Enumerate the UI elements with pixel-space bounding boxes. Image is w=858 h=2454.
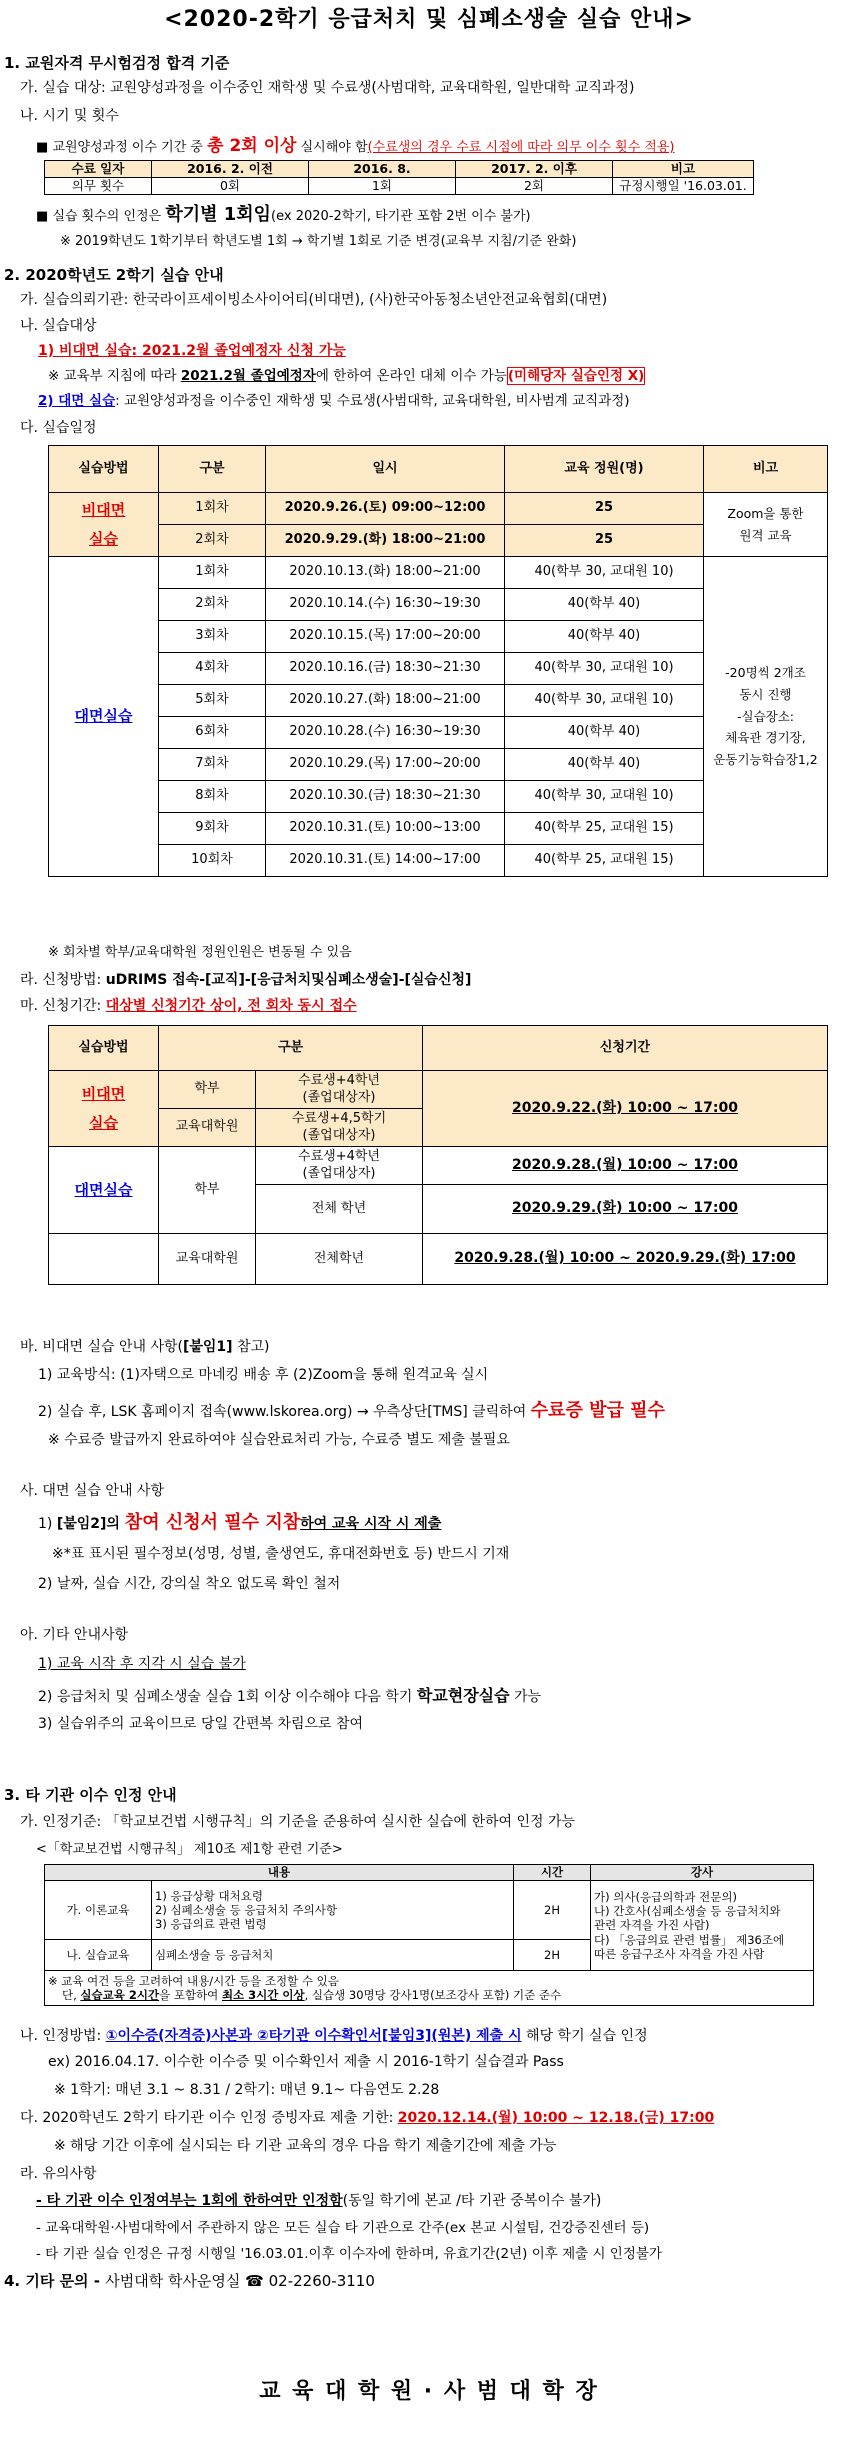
offline-text: : 교원양성과정을 이수중인 재학생 및 수료생(사범대학, 교육대학원, 비사범계 교직과정) [115, 393, 630, 409]
online-cap: 25 [505, 525, 704, 557]
offline-remark: -20명씩 2개조 동시 진행 -실습장소: 체육관 경기장, 운동기능학습장1,2 [704, 557, 828, 877]
guide2-pre: 2) 실습 후, LSK 홈페이지 접속(www.lskorea.org) → 우측상단[TMS] 클릭하여 [38, 1404, 527, 1420]
offline-session: 1회차 [159, 557, 266, 589]
s1-bullet2-pre: 실습 횟수의 인정은 [52, 209, 162, 224]
th-after: 2017. 2. 이후 [456, 161, 613, 178]
th-method: 실습방법 [49, 1026, 159, 1071]
offline-cap: 40(학부 25, 교대원 15) [505, 813, 704, 845]
r3-group: 학부 [159, 1147, 256, 1234]
offline-date: 2020.10.28.(수) 16:30~19:30 [266, 717, 505, 749]
offline-session: 9회차 [159, 813, 266, 845]
s4-tail: 사범대학 학사운영실 ☎ 02-2260-3110 [105, 2272, 375, 2290]
offline-session: 7회차 [159, 749, 266, 781]
s2-target: 나. 실습대상 [20, 318, 97, 334]
s3-method-note: ※ 1학기: 매년 3.1 ~ 8.31 / 2학기: 매년 9.1~ 다음연도 2.28 [54, 2082, 440, 2098]
tn2-pre: 단, [62, 1988, 81, 2002]
note-pre: ※ 교육부 지침에 따라 [48, 368, 177, 384]
offline-date: 2020.10.29.(목) 17:00~20:00 [266, 749, 505, 781]
row2-label: 나. 실습교육 [45, 1940, 152, 1971]
offline-date: 2020.10.30.(금) 18:30~21:30 [266, 781, 505, 813]
note-tail: (미해당자 실습인정 X) [507, 368, 645, 384]
apply-period-em: 대상별 신청기간 상이, 전 회차 동시 접수 [105, 998, 357, 1014]
offline-cap: 40(학부 30, 교대원 10) [505, 557, 704, 589]
s3-caution-3: - 타 기관 실습 인정은 규정 시행일 '16.03.01.이후 이수자에 한하며, 유효기간(2년) 이후 제출 시 인정불가 [36, 2246, 662, 2262]
row2-time: 2H [514, 1940, 591, 1971]
th-datetime: 일시 [266, 446, 505, 493]
s2-online-note: ※ 수료증 발급까지 완료하여야 실습완료처리 가능, 수료증 별도 제출 불필요 [48, 1432, 510, 1448]
th-type: 구분 [159, 1026, 423, 1071]
r4-period: 2020.9.29.(화) 10:00 ~ 17:00 [423, 1185, 828, 1234]
s1-bullet-1 [36, 136, 674, 157]
page-title: <2020-2학기 응급처치 및 심폐소생술 실습 안내> [164, 7, 694, 32]
offline-session: 4회차 [159, 653, 266, 685]
online-guide-em: [붙임1] [182, 1339, 233, 1355]
offline-cap: 40(학부 40) [505, 749, 704, 781]
s1-bullet1-tail: (수료생의 경우 수료 시점에 따라 의무 이수 횟수 적용) [367, 140, 675, 155]
h2-tail: 가능 [514, 1689, 542, 1705]
r2-sub: 수료생+4,5학기 (졸업대상자) [256, 1109, 423, 1147]
tn2-c: 최소 3시간 이상 [221, 1988, 305, 2002]
s3-criteria: 가. 인정기준: 「학교보건법 시행규칙」의 기준을 준용하여 실시한 실습에 한하여 인정 가능 [20, 1814, 576, 1830]
s2-online-note [48, 368, 645, 385]
offline-label: 2) 대면 실습 [38, 393, 116, 409]
online-period: 2020.9.22.(화) 10:00 ~ 17:00 [423, 1071, 828, 1147]
s2-schedule-label: 다. 실습일정 [20, 420, 97, 436]
r3-period: 2020.9.28.(월) 10:00 ~ 17:00 [423, 1147, 828, 1185]
s3-standard-table [44, 1864, 814, 2006]
td-count: 의무 횟수 [45, 178, 152, 195]
online-cap: 25 [505, 493, 704, 525]
h2-pre: 2) 응급처치 및 심폐소생술 실습 1회 이상 이수해야 다음 학기 [38, 1689, 413, 1705]
offline-session: 3회차 [159, 621, 266, 653]
table-note [45, 1971, 814, 2006]
deadline-pre: 다. 2020학년도 2학기 타기관 이수 인정 증빙자료 제출 기한: [20, 2110, 398, 2126]
th-content: 내용 [45, 1865, 514, 1881]
s2-etc-3: 3) 실습위주의 교육이므로 당일 간편복 차림으로 참여 [38, 1716, 364, 1732]
online-method: 비대면 실습 [49, 493, 159, 557]
online-date: 2020.9.29.(화) 18:00~21:00 [266, 525, 505, 557]
r1-sub: 수료생+4학년 (졸업대상자) [256, 1071, 423, 1109]
note-em: 2021.2월 졸업예정자 [180, 368, 316, 384]
apply-method-em: uDRIMS 접속-[교직]-[응급처치및심폐소생술]-[실습신청] [105, 972, 472, 988]
online-date: 2020.9.26.(토) 09:00~12:00 [266, 493, 505, 525]
s2-offline-guide-1 [38, 1512, 441, 1535]
apply-table [48, 1025, 828, 1285]
note-mid: 에 한하여 온라인 대체 이수 가능 [315, 368, 507, 384]
row2-content: 심폐소생술 등 응급처치 [152, 1940, 514, 1971]
offline-date: 2020.10.27.(화) 18:00~21:00 [266, 685, 505, 717]
online-session: 1회차 [159, 493, 266, 525]
s2-online-guide-2 [38, 1400, 665, 1423]
th-before: 2016. 2. 이전 [152, 161, 309, 178]
offline-date: 2020.10.14.(수) 16:30~19:30 [266, 589, 505, 621]
offline-session: 10회차 [159, 845, 266, 877]
s3-caution-1 [36, 2193, 601, 2211]
instructor: 가) 의사(응급의학과 전문의) 나) 간호사(심폐소생술 등 응급처치와 관련 자격을 가진 사람) 다) 「응급의료 관련 법률」 제36조에 따른 응급구조사 자격을 가진 사람 [591, 1881, 814, 1971]
section-2-heading: 2. 2020학년도 2학기 실습 안내 [4, 266, 224, 284]
guide2-em: 수료증 발급 필수 [530, 1400, 665, 1421]
s1-bullet1-mid: 실시해야 함 [300, 140, 368, 155]
s1-count-table [44, 160, 754, 195]
r3-sub: 수료생+4학년 (졸업대상자) [256, 1147, 423, 1185]
s3-method [20, 2028, 648, 2046]
th-note: 비고 [613, 161, 754, 178]
th-method: 실습방법 [49, 446, 159, 493]
s1-bullet1-em: 총 2회 이상 [207, 136, 297, 156]
bullet-icon: ■ [36, 140, 49, 155]
offline-cap: 40(학부 40) [505, 621, 704, 653]
s3-caution: 라. 유의사항 [20, 2166, 97, 2182]
g1-a: [붙임2]의 [56, 1516, 125, 1532]
s3-method-example: ex) 2016.04.17. 이수한 이수증 및 이수확인서 제출 시 2016-1학기 실습결과 Pass [48, 2054, 564, 2070]
s2-etc: 아. 기타 안내사항 [20, 1627, 129, 1643]
offline-session: 2회차 [159, 589, 266, 621]
s2-online-guide [20, 1339, 270, 1357]
s1-bullet1-pre: 교원양성과정 이수 기간 중 [52, 140, 203, 155]
caution1-tail: (동일 학기에 본교 /타 기관 중복이수 불가) [342, 2193, 602, 2209]
th-capacity: 교육 정원(명) [505, 446, 704, 493]
s2-offline-guide-2: 2) 날짜, 실습 시간, 강의실 착오 없도록 확인 철저 [38, 1576, 341, 1592]
offline-date: 2020.10.15.(목) 17:00~20:00 [266, 621, 505, 653]
online-session: 2회차 [159, 525, 266, 557]
th-session: 구분 [159, 446, 266, 493]
row1-time: 2H [514, 1881, 591, 1940]
s3-criteria-sub: <「학교보건법 시행규칙」 제10조 제1항 관련 기준> [36, 1842, 343, 1857]
s1-bullet2-em: 학기별 1회임 [165, 204, 272, 225]
offline-cap: 40(학부 40) [505, 589, 704, 621]
r5-period: 2020.9.28.(월) 10:00 ~ 2020.9.29.(화) 17:00 [423, 1234, 828, 1285]
tn2-tail: , 실습생 30명당 강사1명(보조강사 포함) 기준 준수 [304, 1988, 562, 2002]
s2-offline-guide: 사. 대면 실습 안내 사항 [20, 1483, 164, 1499]
online-guide-tail: 참고) [232, 1339, 270, 1355]
tn2-b: 을 포함하여 [159, 1988, 222, 2002]
table-note-1: ※ 교육 여건 등을 고려하여 내용/시간 등을 조정할 수 있음 [48, 1973, 339, 1988]
offline-date: 2020.10.16.(금) 18:30~21:30 [266, 653, 505, 685]
th-date: 수료 일자 [45, 161, 152, 178]
offline-session: 8회차 [159, 781, 266, 813]
td-zero: 0회 [152, 178, 309, 195]
td-one: 1회 [309, 178, 456, 195]
s1-bullet-2 [36, 204, 531, 227]
method-em: ①이수증(자격증)사본과 ②타기관 이수확인서[붙임3](원본) 제출 시 [105, 2028, 522, 2044]
offline-cap: 40(학부 25, 교대원 15) [505, 845, 704, 877]
online-remark: Zoom을 통한 원격 교육 [704, 493, 828, 557]
s3-deadline-note: ※ 해당 기간 이후에 실시되는 타 기관 교육의 경우 다음 학기 제출기간에 제출 가능 [54, 2138, 557, 2154]
method-pre: 나. 인정방법: [20, 2028, 106, 2044]
offline-cap: 40(학부 30, 교대원 10) [505, 653, 704, 685]
method-tail: 해당 학기 실습 인정 [521, 2028, 648, 2044]
r5-empty [49, 1234, 159, 1285]
schedule-footnote: ※ 회차별 학부/교육대학원 정원인원은 변동될 수 있음 [48, 945, 352, 960]
schedule-table [48, 445, 828, 877]
th-instructor: 강사 [591, 1865, 814, 1881]
s1-bullet2-tail: (ex 2020-2학기, 타기관 포함 2번 이수 불가) [271, 209, 531, 224]
offline-session: 5회차 [159, 685, 266, 717]
th-aug: 2016. 8. [309, 161, 456, 178]
s4-pre: 4. 기타 문의 - [4, 2272, 106, 2290]
r5-group: 교육대학원 [159, 1234, 256, 1285]
s1-note: ※ 2019학년도 1학기부터 학년도별 1회 → 학기별 1회로 기준 변경(교육부 지침/기준 완화) [60, 234, 577, 249]
bullet-icon: ■ [36, 209, 49, 224]
g1-em: 참여 신청서 필수 지참 [124, 1512, 301, 1533]
online-method: 비대면 실습 [49, 1071, 159, 1147]
r1-group: 학부 [159, 1071, 256, 1109]
s1-timing: 나. 시기 및 횟수 [20, 108, 119, 124]
h2-em: 학교현장실습 [416, 1686, 510, 1705]
offline-date: 2020.10.13.(화) 18:00~21:00 [266, 557, 505, 589]
s3-deadline [20, 2110, 714, 2128]
offline-date: 2020.10.31.(토) 10:00~13:00 [266, 813, 505, 845]
offline-method: 대면실습 [49, 557, 159, 877]
tn2-a: 실습교육 2시간 [80, 1988, 160, 2002]
th-remark: 비고 [704, 446, 828, 493]
s3-caution-2: - 교육대학원·사범대학에서 주관하지 않은 모든 실습 타 기관으로 간주(ex 본교 시설팀, 건강증진센터 등) [36, 2220, 650, 2236]
footer-signature: 교 육 대 학 원 · 사 범 대 학 장 [259, 2379, 599, 2404]
s2-apply-period [20, 998, 357, 1016]
r5-sub: 전체학년 [256, 1234, 423, 1285]
th-time: 시간 [514, 1865, 591, 1881]
s2-etc-2 [38, 1686, 541, 1707]
s2-online-target: 1) 비대면 실습: 2021.2월 졸업예정자 신청 가능 [38, 343, 346, 359]
offline-cap: 40(학부 40) [505, 717, 704, 749]
th-period: 신청기간 [423, 1026, 828, 1071]
apply-period-pre: 마. 신청기간: [20, 998, 106, 1014]
apply-method-pre: 라. 신청방법: [20, 972, 106, 988]
section-1-heading: 1. 교원자격 무시험검정 합격 기준 [4, 54, 230, 72]
deadline-em: 2020.12.14.(월) 10:00 ~ 12.18.(금) 17:00 [397, 2110, 715, 2126]
s2-offline-target [38, 393, 630, 410]
g1-tail: 하여 교육 시작 시 제출 [300, 1516, 442, 1532]
s2-apply-method [20, 972, 471, 990]
g1-pre: 1) [38, 1516, 57, 1532]
td-two: 2회 [456, 178, 613, 195]
s1-target: 가. 실습 대상: 교원양성과정을 이수중인 재학생 및 수료생(사범대학, 교육대학원, 일반대학 교직과정) [20, 80, 635, 96]
s2-offline-note: ※*표 표시된 필수정보(성명, 성별, 출생연도, 휴대전화번호 등) 반드시 기재 [52, 1546, 510, 1562]
s2-online-guide-1: 1) 교육방식: (1)자택으로 마네킹 배송 후 (2)Zoom을 통해 원격교육 실시 [38, 1367, 489, 1383]
section-4 [4, 2272, 375, 2291]
table-note-2 [48, 1988, 810, 2002]
online-guide-pre: 바. 비대면 실습 안내 사항( [20, 1339, 183, 1355]
section-3-heading: 3. 타 기관 이수 인정 안내 [4, 1786, 177, 1804]
r4-sub: 전체 학년 [256, 1185, 423, 1234]
offline-method: 대면실습 [49, 1147, 159, 1234]
td-rule: 규정시행일 '16.03.01. [613, 178, 754, 195]
row1-label: 가. 이론교육 [45, 1881, 152, 1940]
r2-group: 교육대학원 [159, 1109, 256, 1147]
offline-date: 2020.10.31.(토) 14:00~17:00 [266, 845, 505, 877]
offline-session: 6회차 [159, 717, 266, 749]
offline-cap: 40(학부 30, 교대원 10) [505, 685, 704, 717]
s2-agency: 가. 실습의뢰기관: 한국라이프세이빙소사이어티(비대면), (사)한국아동청소년안전교육협회(대면) [20, 292, 608, 308]
caution1-em: - 타 기관 이수 인정여부는 1회에 한하여만 인정함 [36, 2193, 343, 2209]
s2-etc-1: 1) 교육 시작 후 지각 시 실습 불가 [38, 1656, 246, 1672]
offline-cap: 40(학부 30, 교대원 10) [505, 781, 704, 813]
row1-content: 1) 응급상황 대처요령 2) 심폐소생술 등 응급처치 주의사항 3) 응급의료 관련 법령 [152, 1881, 514, 1940]
